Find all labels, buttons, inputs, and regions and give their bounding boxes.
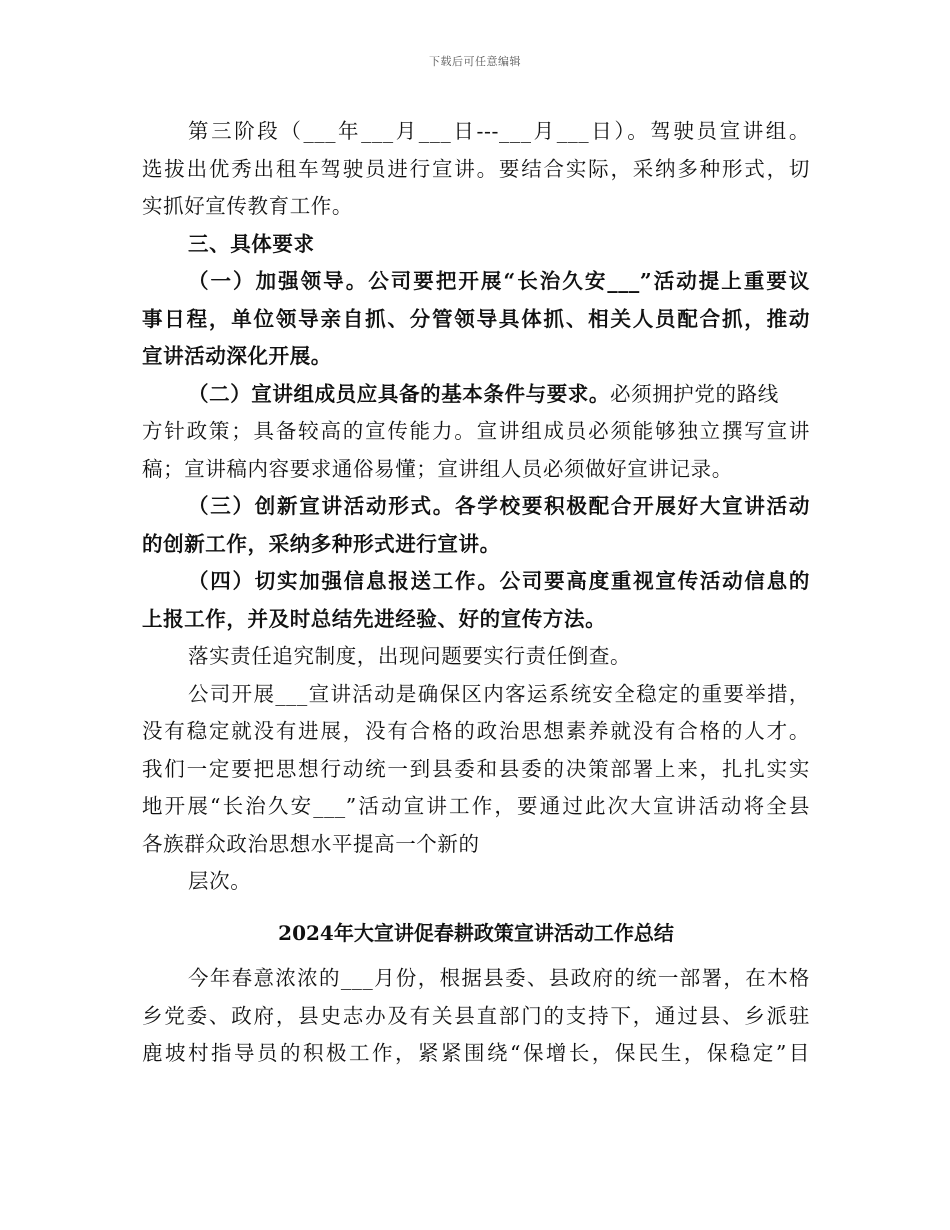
subheading-text: （二）宣讲组成员应具备的基本条件与要求。 [188,381,610,406]
paragraph-line: 鹿坡村指导员的积极工作，紧紧围绕“保增长，保民生，保稳定”目 [142,1041,810,1065]
paragraph-line: 今年春意浓浓的___月份，根据县委、县政府的统一部署，在木格 [188,966,810,990]
page-header: 下载后可任意编辑 [429,55,521,68]
document-title: 2024年大宣讲促春耕政策宣讲活动工作总结 [278,920,674,945]
paragraph-line [142,376,810,414]
paragraph-line: 落实责任追究制度，出现问题要实行责任倒查。 [188,644,632,668]
paragraph-line: 上报工作，并及时总结先进经验、好的宣传方法。 [142,606,607,631]
paragraph-line: 事日程，单位领导亲自抓、分管领导具体抓、相关人员配合抓，推动 [142,306,810,331]
paragraph-line: （一）加强领导。公司要把开展“长治久安___”活动提上重要议 [188,269,810,293]
body-text: 必须拥护党的路线 [610,381,779,406]
paragraph-line: 层次。 [188,869,252,893]
paragraph-line: 没有稳定就没有进展，没有合格的政治思想素养就没有合格的人才。 [142,719,810,743]
paragraph-line: 选拔出优秀出租车驾驶员进行宣讲。要结合实际，采纳多种形式，切 [142,156,810,181]
paragraph-line: 稿；宣讲稿内容要求通俗易懂；宣讲组人员必须做好宣讲记录。 [142,456,733,481]
document-body [142,113,810,1073]
paragraph-line: （四）切实加强信息报送工作。公司要高度重视宣传活动信息的 [188,569,810,593]
paragraph-line: 方针政策；具备较高的宣传能力。宣讲组成员必须能够独立撰写宣讲 [142,419,810,443]
paragraph-line: 我们一定要把思想行动统一到县委和县委的决策部署上来，扎扎实实 [142,756,810,781]
paragraph-line: 第三阶段（___年___月___日---___月___日）。驾驶员宣讲组。 [188,119,810,143]
paragraph-line: 各族群众政治思想水平提高一个新的 [142,831,480,856]
paragraph-line: 的创新工作，采纳多种形式进行宣讲。 [142,531,501,556]
paragraph-line: 公司开展___宣讲活动是确保区内客运系统安全稳定的重要举措， [188,681,810,706]
paragraph-line: 实抓好宣传教育工作。 [142,194,353,218]
section-heading: 三、具体要求 [188,231,315,256]
paragraph-line: 乡党委、政府，县史志办及有关县直部门的支持下，通过县、乡派驻 [142,1003,810,1028]
paragraph-line: （三）创新宣讲活动形式。各学校要积极配合开展好大宣讲活动 [188,494,810,518]
paragraph-line: 宣讲活动深化开展。 [142,344,332,368]
paragraph-line: 地开展“长治久安___”活动宣讲工作，要通过此次大宣讲活动将全县 [142,794,810,818]
